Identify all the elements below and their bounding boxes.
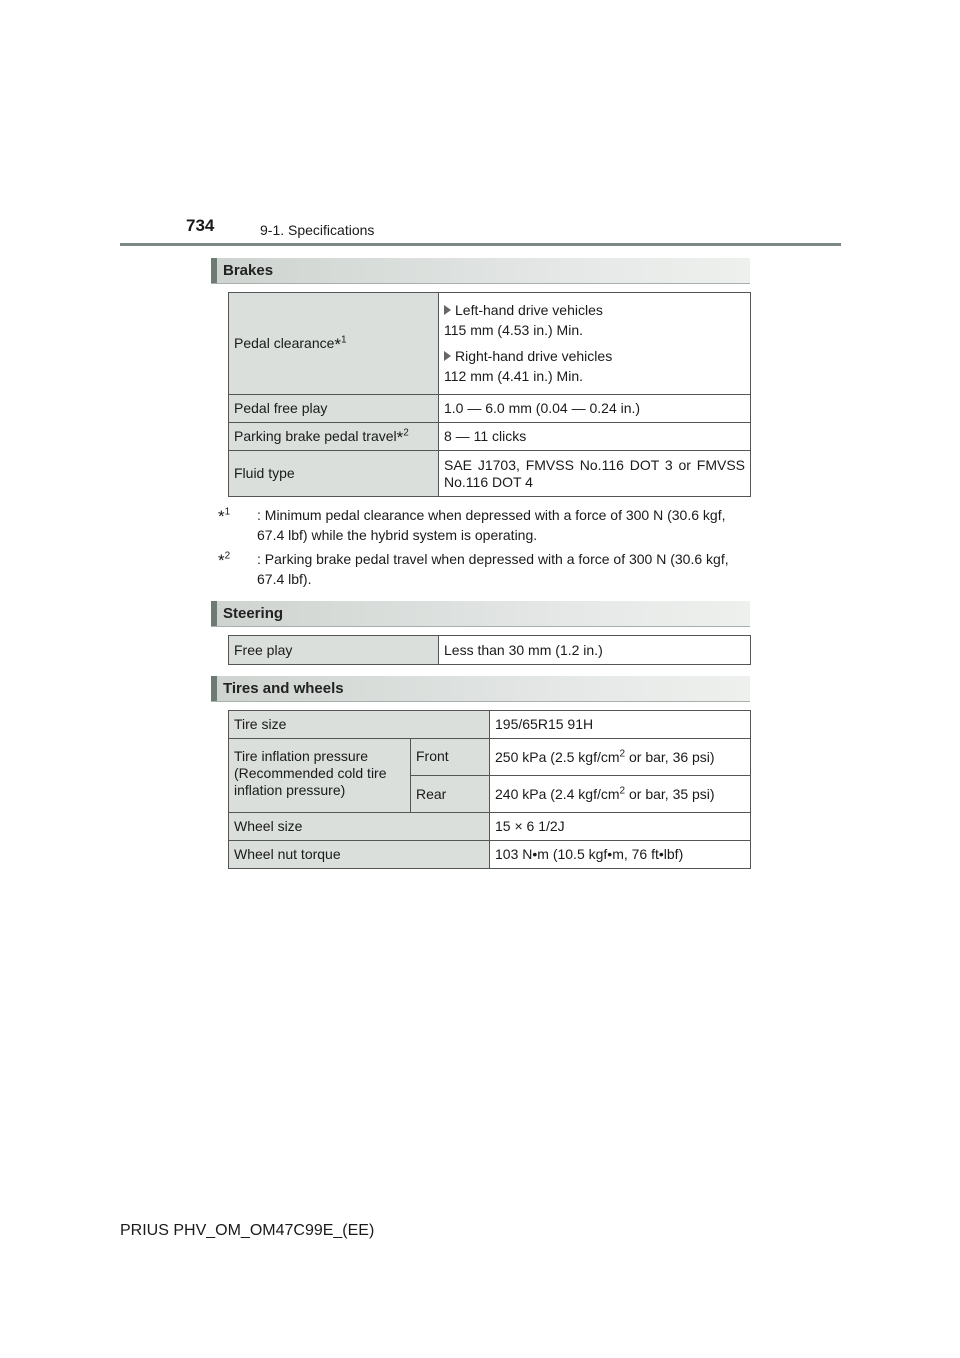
footnote-marker: 1	[224, 506, 231, 518]
page-number: 734	[186, 216, 215, 235]
table-row	[229, 636, 751, 665]
footnote-asterisk: *	[218, 551, 225, 570]
pedal-clearance-label-cell	[229, 293, 439, 395]
heading-accent-bar	[211, 601, 217, 626]
footnote-marker: 1	[341, 333, 347, 345]
section-title: 9-1. Specifications	[260, 222, 375, 238]
rear-value-suffix: or bar, 35 psi)	[625, 785, 715, 802]
footnote-asterisk: *	[396, 427, 404, 447]
steering-heading-label: Steering	[223, 605, 284, 622]
header-divider	[120, 243, 841, 246]
inflation-label: Tire inflation pressure (Recommended cold tire inflation pressure)	[229, 739, 411, 813]
table-row	[229, 711, 751, 739]
brakes-heading-label: Brakes	[223, 262, 274, 279]
pedal-clearance-value-cell	[439, 293, 751, 395]
exponent: 2	[619, 747, 626, 759]
parking-travel-label: Parking brake pedal travel	[234, 427, 397, 444]
tires-table	[228, 710, 751, 869]
table-row	[229, 813, 751, 841]
steering-free-play-value: Less than 30 mm (1.2 in.)	[439, 636, 751, 665]
rear-value-cell	[490, 776, 751, 813]
pedal-free-play-label: Pedal free play	[229, 395, 439, 423]
table-row	[229, 423, 751, 451]
table-row	[229, 395, 751, 423]
fluid-type-label: Fluid type	[229, 451, 439, 497]
heading-accent-bar	[211, 676, 217, 701]
front-value-suffix: or bar, 36 psi)	[625, 748, 715, 765]
triangle-bullet-icon	[444, 351, 451, 361]
table-row	[229, 293, 751, 395]
rhd-value: 112 mm (4.41 in.) Min.	[444, 368, 584, 384]
fluid-type-value: SAE J1703, FMVSS No.116 DOT 3 or FMVSS No.116 DOT 4	[439, 451, 751, 497]
nut-torque-label: Wheel nut torque	[229, 841, 490, 869]
table-row	[229, 841, 751, 869]
footnote-asterisk: *	[334, 334, 342, 354]
rear-value: 240 kPa (2.4 kgf/cm	[495, 785, 620, 802]
tire-size-label: Tire size	[229, 711, 490, 739]
tire-size-value: 195/65R15 91H	[490, 711, 751, 739]
brakes-table	[228, 292, 751, 497]
pedal-free-play-value: 1.0 — 6.0 mm (0.04 — 0.24 in.)	[439, 395, 751, 423]
tires-heading-label: Tires and wheels	[223, 680, 344, 697]
steering-free-play-label: Free play	[229, 636, 439, 665]
parking-travel-value: 8 — 11 clicks	[439, 423, 751, 451]
footnote-asterisk: *	[218, 507, 225, 526]
wheel-size-label: Wheel size	[229, 813, 490, 841]
table-row	[229, 451, 751, 497]
rear-label: Rear	[411, 776, 490, 813]
footnote-text: : Parking brake pedal travel when depressed with a force of 300 N (30.6 kgf, 67.4 lbf).	[257, 551, 729, 587]
table-row	[229, 739, 751, 776]
nut-torque-value: 103 N•m (10.5 kgf•m, 76 ft•lbf)	[490, 841, 751, 869]
steering-heading	[211, 601, 750, 627]
footnote-marker: 2	[403, 426, 409, 438]
footnote-text: : Minimum pedal clearance when depressed with a force of 300 N (30.6 kgf, 67.4 lbf) while the hybrid system is operating.	[257, 507, 726, 543]
pedal-clearance-label: Pedal clearance	[234, 334, 335, 351]
triangle-bullet-icon	[444, 305, 451, 315]
steering-table	[228, 635, 751, 665]
front-label: Front	[411, 739, 490, 776]
front-value: 250 kPa (2.5 kgf/cm	[495, 748, 620, 765]
document-code: PRIUS PHV_OM_OM47C99E_(EE)	[120, 1222, 375, 1239]
lhd-label: Left-hand drive vehicles	[455, 302, 603, 318]
front-value-cell	[490, 739, 751, 776]
rhd-label: Right-hand drive vehicles	[455, 348, 613, 364]
lhd-value: 115 mm (4.53 in.) Min.	[444, 322, 584, 338]
wheel-size-value: 15 × 6 1/2J	[490, 813, 751, 841]
tires-heading	[211, 676, 750, 702]
footnote-2	[218, 549, 750, 589]
parking-travel-label-cell	[229, 423, 439, 451]
footnote-marker: 2	[224, 550, 231, 562]
heading-accent-bar	[211, 258, 217, 283]
footnote-1	[218, 505, 750, 545]
brakes-heading	[211, 258, 750, 284]
exponent: 2	[619, 784, 626, 796]
